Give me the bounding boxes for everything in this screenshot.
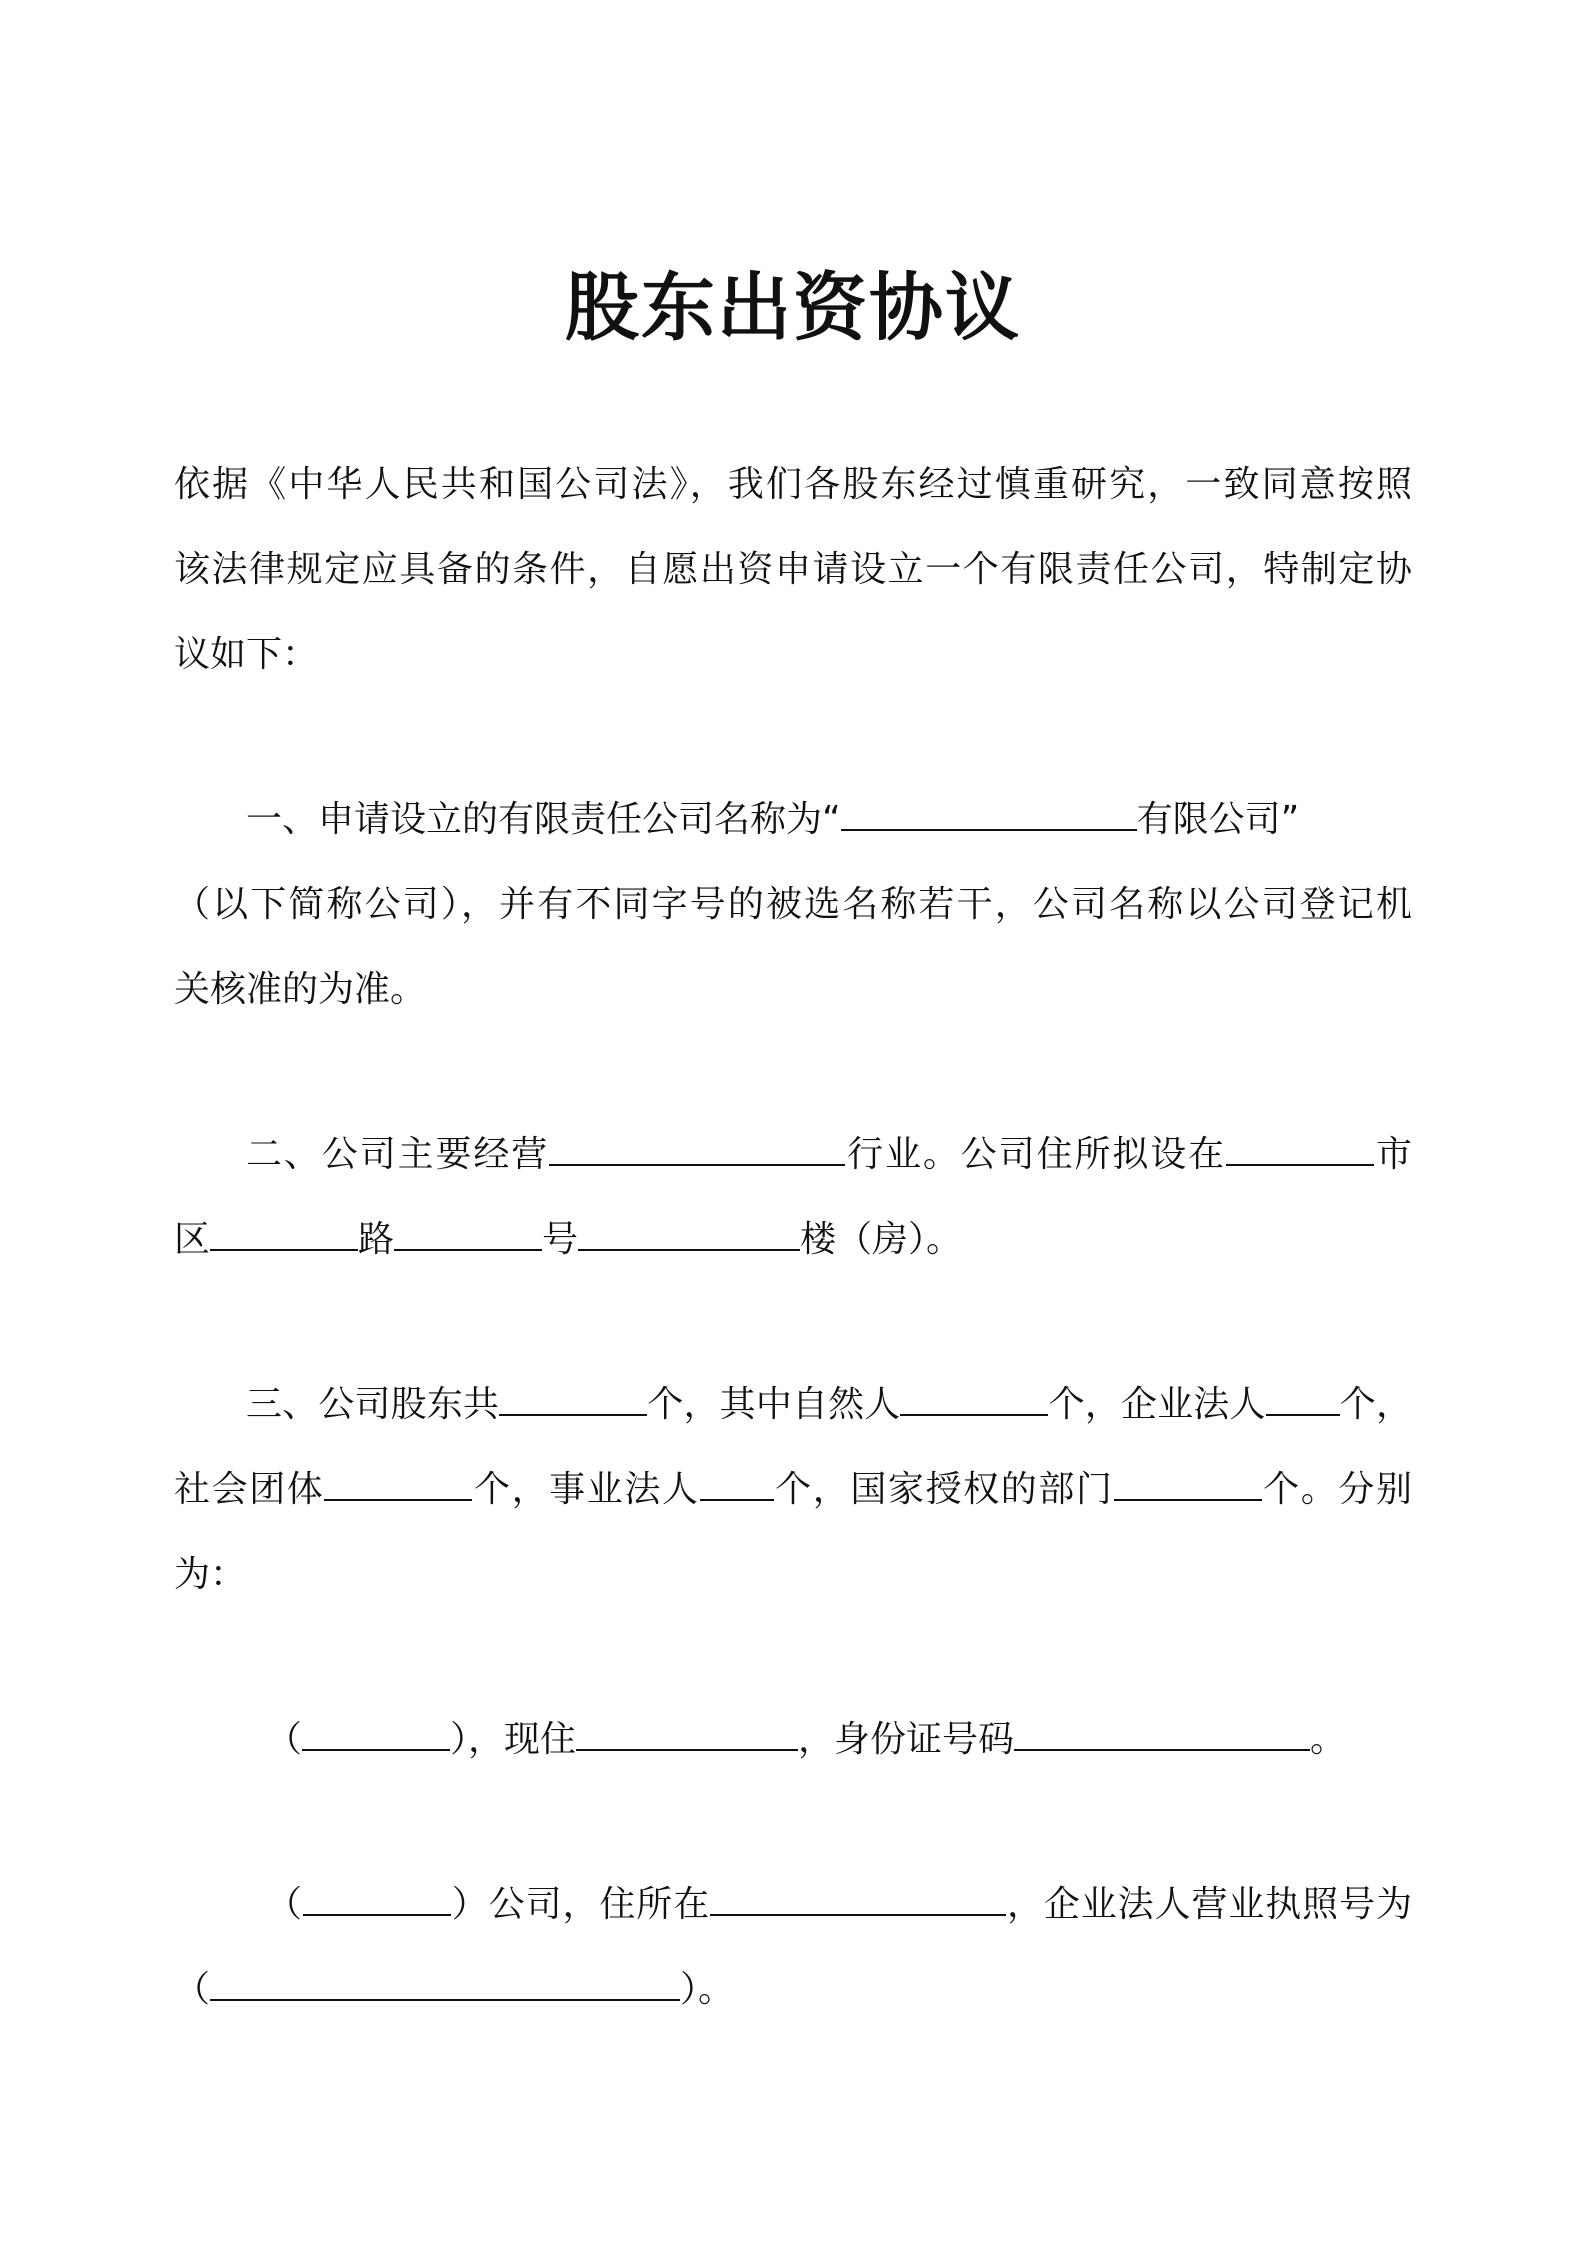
company-name-entry-blank[interactable]	[303, 1880, 451, 1916]
clause-1-line-1	[174, 795, 1412, 845]
state-authorized-departments-blank[interactable]	[1114, 1465, 1262, 1501]
person-address-blank[interactable]	[576, 1715, 798, 1751]
company-text-e: ）。	[680, 1969, 735, 2010]
intro-line-3: 议如下：	[174, 634, 319, 675]
person-entry	[174, 1715, 1412, 1765]
clause-2-line-1	[174, 1130, 1412, 1180]
clause-3-text-b: 个，其中自然人	[647, 1384, 901, 1425]
clause-3-text-h: 个。分别	[1261, 1469, 1412, 1510]
clause-2-line-2	[174, 1215, 1412, 1265]
clause-2-text-g: 楼（房）。	[800, 1219, 963, 1260]
district-blank[interactable]	[210, 1215, 358, 1251]
person-name-blank[interactable]	[302, 1715, 450, 1751]
business-license-number-blank[interactable]	[210, 1965, 680, 2001]
intro-line-1: 依据《中华人民共和国公司法》，我们各股东经过慎重研究，一致同意按照	[174, 464, 1412, 505]
clause-3-text-c: 个，企业法人	[1048, 1384, 1266, 1425]
document-title: 股东出资协议	[565, 265, 1021, 351]
institution-legal-persons-blank[interactable]	[700, 1465, 774, 1501]
clause-2-text-e: 路	[358, 1219, 395, 1260]
person-id-number-blank[interactable]	[1014, 1715, 1310, 1751]
company-text-c: ，企业法人营业执照号为	[1006, 1884, 1412, 1925]
clause-3-text-g: 个，国家授权的部门	[773, 1469, 1114, 1510]
clause-2-text-d: 区	[174, 1219, 211, 1260]
clause-1-text-a: 一、申请设立的有限责任公司名称为“	[246, 799, 841, 840]
natural-persons-blank[interactable]	[900, 1380, 1048, 1416]
company-entry-line-1	[174, 1880, 1412, 1930]
business-industry-blank[interactable]	[549, 1130, 845, 1166]
clause-1-text-b: 有限公司”	[1136, 799, 1300, 840]
clause-2-text-a: 二、公司主要经营	[246, 1134, 550, 1175]
clause-2-text-f: 号	[542, 1219, 579, 1260]
clause-2-text-b: 行业。公司住所拟设在	[845, 1134, 1227, 1175]
company-entry-line-2	[174, 1965, 1412, 2015]
clause-3-text-a: 三、公司股东共	[246, 1384, 500, 1425]
road-blank[interactable]	[394, 1215, 542, 1251]
clause-1-line-2: （以下简称公司），并有不同字号的被选名称若干，公司名称以公司登记机	[174, 884, 1412, 925]
intro-line-2: 该法律规定应具备的条件，自愿出资申请设立一个有限责任公司，特制定协	[174, 549, 1412, 590]
person-text-a: （	[266, 1719, 303, 1760]
clause-3-line-1	[174, 1380, 1412, 1430]
person-text-b: ），现住	[450, 1719, 577, 1760]
company-text-a: （	[266, 1884, 303, 1925]
clause-3-text-d: 个，	[1339, 1384, 1412, 1425]
city-blank[interactable]	[1226, 1130, 1374, 1166]
clause-3-line-2	[174, 1465, 1412, 1515]
number-blank[interactable]	[578, 1215, 800, 1251]
company-name-blank[interactable]	[841, 795, 1137, 831]
social-groups-blank[interactable]	[324, 1465, 472, 1501]
total-shareholders-blank[interactable]	[499, 1380, 647, 1416]
company-text-d: （	[174, 1969, 211, 2010]
company-address-blank[interactable]	[710, 1880, 1006, 1916]
clause-3-text-f: 个，事业法人	[472, 1469, 700, 1510]
company-text-b: ）公司，住所在	[450, 1884, 711, 1925]
clause-3-text-e: 社会团体	[174, 1469, 325, 1510]
clause-1-line-3: 关核准的为准。	[174, 969, 427, 1010]
clause-3-line-3: 为：	[174, 1554, 247, 1595]
corporate-legal-persons-blank[interactable]	[1266, 1380, 1340, 1416]
clause-2-text-c: 市	[1374, 1134, 1412, 1175]
person-text-d: 。	[1310, 1719, 1347, 1760]
person-text-c: ，身份证号码	[798, 1719, 1015, 1760]
